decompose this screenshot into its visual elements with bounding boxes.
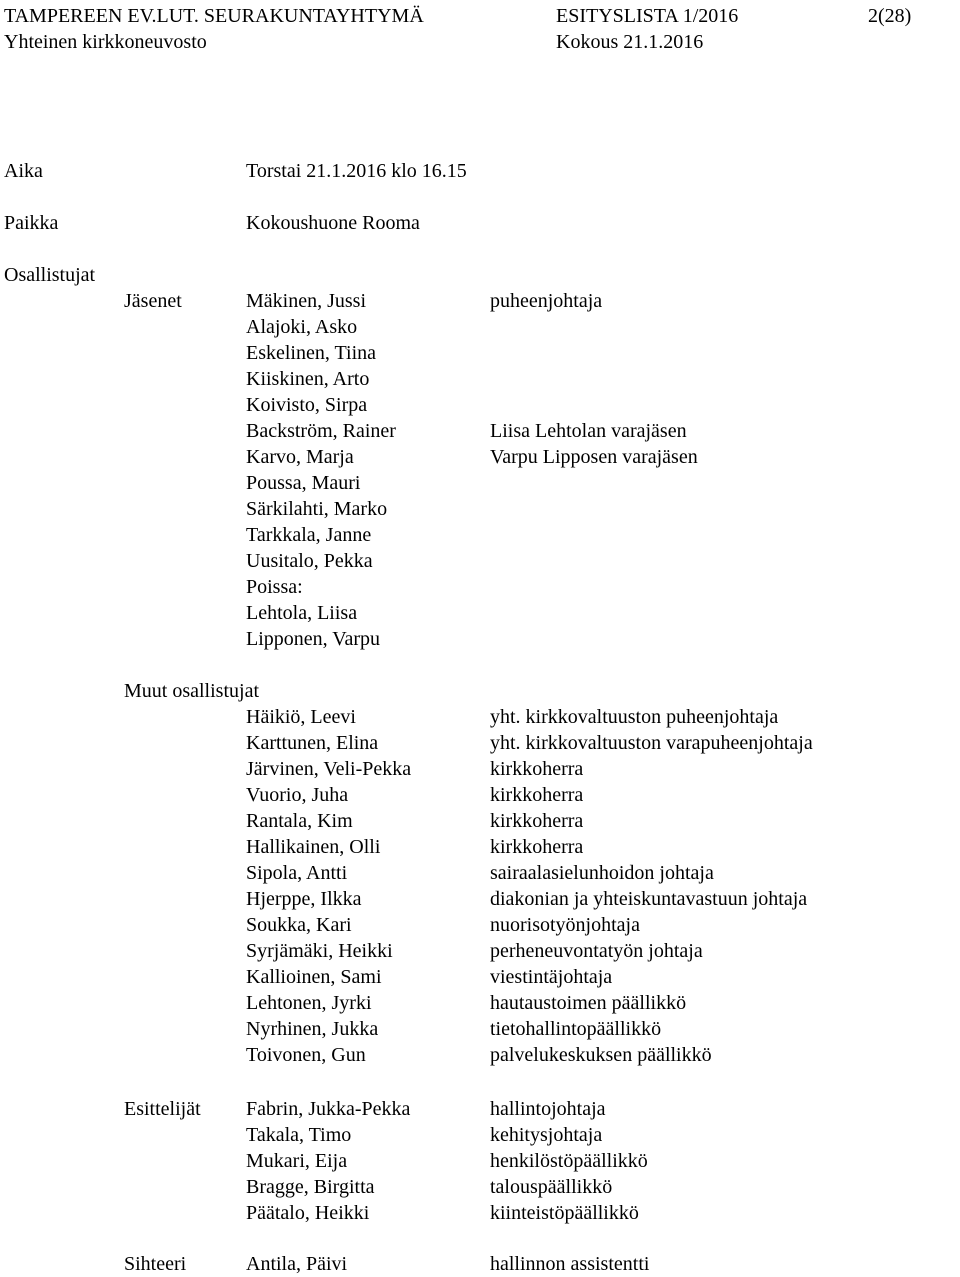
person-name: Rantala, Kim xyxy=(246,810,353,832)
person-role: hallintojohtaja xyxy=(490,1098,606,1120)
person-role: talouspäällikkö xyxy=(490,1176,613,1198)
person-role: tietohallintopäällikkö xyxy=(490,1018,662,1040)
secretary-label: Sihteeri xyxy=(124,1253,187,1275)
person-name: Hjerppe, Ilkka xyxy=(246,888,362,910)
presenters-label: Esittelijät xyxy=(124,1098,201,1120)
person-name: Tarkkala, Janne xyxy=(246,524,372,546)
participants-label: Osallistujat xyxy=(4,264,96,286)
person-name: Fabrin, Jukka-Pekka xyxy=(246,1098,411,1120)
person-role: Varpu Lipposen varajäsen xyxy=(490,446,698,468)
person-role: viestintäjohtaja xyxy=(490,966,613,988)
members-label: Jäsenet xyxy=(124,290,182,312)
secretary-role: hallinnon assistentti xyxy=(490,1253,650,1275)
header-org: TAMPEREEN EV.LUT. SEURAKUNTAYHTYMÄ xyxy=(4,5,424,27)
person-role: kirkkoherra xyxy=(490,810,584,832)
person-role: kirkkoherra xyxy=(490,758,584,780)
person-role: henkilöstöpäällikkö xyxy=(490,1150,648,1172)
person-name: Uusitalo, Pekka xyxy=(246,550,373,572)
person-name: Lehtonen, Jyrki xyxy=(246,992,372,1014)
person-name: Vuorio, Juha xyxy=(246,784,349,806)
person-name: Lipponen, Varpu xyxy=(246,628,381,650)
person-name: Alajoki, Asko xyxy=(246,316,358,338)
person-role: yht. kirkkovaltuuston varapuheenjohtaja xyxy=(490,732,813,754)
person-role: kirkkoherra xyxy=(490,836,584,858)
person-name: Koivisto, Sirpa xyxy=(246,394,368,416)
header-doc-type: ESITYSLISTA 1/2016 xyxy=(556,5,739,27)
others-label: Muut osallistujat xyxy=(124,680,259,702)
place-label: Paikka xyxy=(4,212,59,234)
person-name: Sipola, Antti xyxy=(246,862,348,884)
person-name: Toivonen, Gun xyxy=(246,1044,366,1066)
person-name: Mukari, Eija xyxy=(246,1150,348,1172)
person-name: Hallikainen, Olli xyxy=(246,836,381,858)
header-body: Yhteinen kirkkoneuvosto xyxy=(4,31,207,53)
person-name: Poissa: xyxy=(246,576,303,598)
person-name: Lehtola, Liisa xyxy=(246,602,358,624)
person-name: Järvinen, Veli-Pekka xyxy=(246,758,412,780)
person-name: Syrjämäki, Heikki xyxy=(246,940,393,962)
secretary-name: Antila, Päivi xyxy=(246,1253,348,1275)
person-name: Mäkinen, Jussi xyxy=(246,290,366,312)
person-name: Päätalo, Heikki xyxy=(246,1202,370,1224)
person-name: Karvo, Marja xyxy=(246,446,354,468)
place-value: Kokoushuone Rooma xyxy=(246,212,420,234)
person-role: palvelukeskuksen päällikkö xyxy=(490,1044,712,1066)
person-name: Bragge, Birgitta xyxy=(246,1176,375,1198)
person-role: perheneuvontatyön johtaja xyxy=(490,940,703,962)
person-name: Eskelinen, Tiina xyxy=(246,342,377,364)
person-name: Kiiskinen, Arto xyxy=(246,368,370,390)
header-page-number: 2(28) xyxy=(868,5,912,27)
person-role: kiinteistöpäällikkö xyxy=(490,1202,639,1224)
person-role: sairaalasielunhoidon johtaja xyxy=(490,862,714,884)
header-meeting: Kokous 21.1.2016 xyxy=(556,31,704,53)
person-role: nuorisotyönjohtaja xyxy=(490,914,640,936)
person-role: puheenjohtaja xyxy=(490,290,603,312)
person-name: Häikiö, Leevi xyxy=(246,706,356,728)
person-name: Takala, Timo xyxy=(246,1124,352,1146)
person-name: Nyrhinen, Jukka xyxy=(246,1018,379,1040)
person-role: Liisa Lehtolan varajäsen xyxy=(490,420,687,442)
person-name: Backström, Rainer xyxy=(246,420,396,442)
person-role: diakonian ja yhteiskuntavastuun johtaja xyxy=(490,888,808,910)
person-name: Poussa, Mauri xyxy=(246,472,361,494)
person-name: Soukka, Kari xyxy=(246,914,352,936)
person-role: hautaustoimen päällikkö xyxy=(490,992,687,1014)
person-role: kehitysjohtaja xyxy=(490,1124,603,1146)
time-label: Aika xyxy=(4,160,43,182)
person-role: yht. kirkkovaltuuston puheenjohtaja xyxy=(490,706,779,728)
person-name: Särkilahti, Marko xyxy=(246,498,388,520)
time-value: Torstai 21.1.2016 klo 16.15 xyxy=(246,160,467,182)
person-role: kirkkoherra xyxy=(490,784,584,806)
person-name: Kallioinen, Sami xyxy=(246,966,382,988)
person-name: Karttunen, Elina xyxy=(246,732,379,754)
